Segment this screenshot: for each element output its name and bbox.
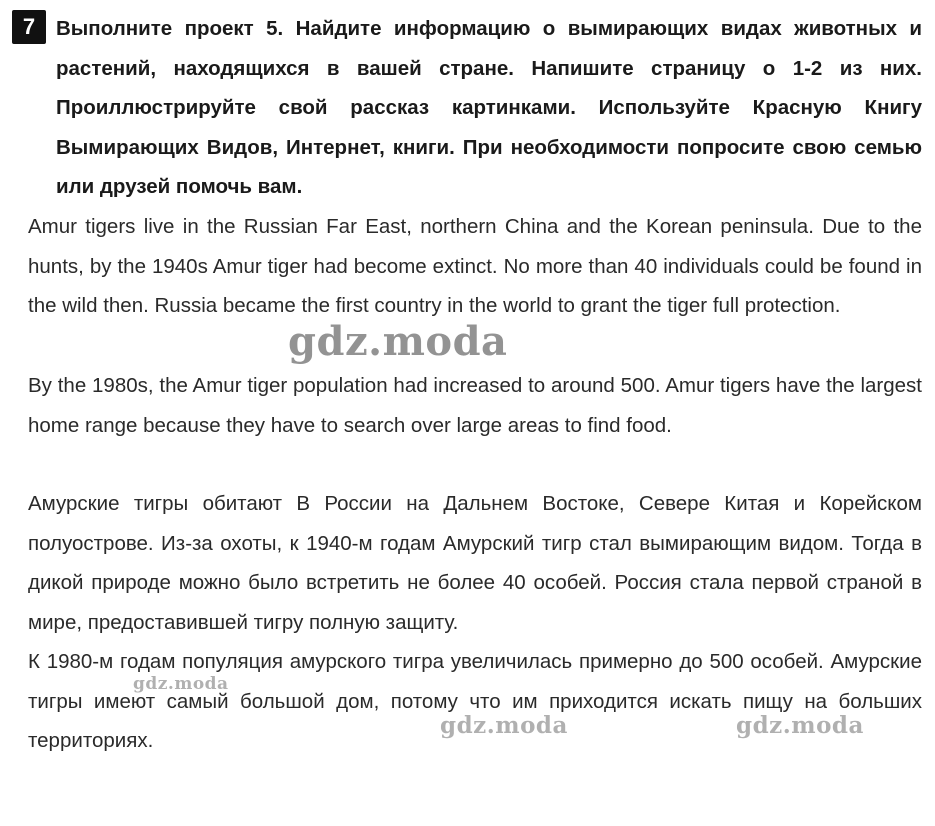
english-paragraph-1: Amur tigers live in the Russian Far East, northern China and the Korean peninsula. Due to the hunts, by the 1940s Amur tiger had become extinct. No more than 40 individuals could be found in the wild then. Russia became the first country in the world to grant the tiger full protection. <box>28 215 922 318</box>
watermark-logo: gdz.moda <box>736 712 864 739</box>
watermark-logo: gdz.moda <box>440 712 568 739</box>
task-number-badge: 7 <box>12 10 46 44</box>
watermark-logo: gdz.moda <box>288 318 508 365</box>
english-paragraph-2: By the 1980s, the Amur tiger population had increased to around 500. Amur tigers have the largest home range because they have to search over large areas to find food. <box>28 374 922 437</box>
watermark-logo: gdz.moda <box>133 674 229 694</box>
task-instruction: Выполните проект 5. Найдите информацию о вымирающих видах животных и растений, находящихся в вашей стране. Напишите страницу о 1-2 из них. Проиллюстрируйте свой рассказ картинками. Используйте Красную Книгу Вымирающих Видов, Интернет, книги. При необходимости попросите свою семью или друзей помочь вам. <box>56 17 922 199</box>
russian-paragraph-1: Амурские тигры обитают В России на Дальнем Востоке, Севере Китая и Корейском полуострове. Из-за охоты, к 1940-м годам Амурский тигр стал вымирающим видом. Тогда в дикой природе можно было встретить не более 40 особей. Россия стала первой страной в мире, предоставившей тигру полную защиту. <box>28 492 922 634</box>
russian-paragraph-2: К 1980-м годам популяция амурского тигра увеличилась примерно до 500 особей. Амурские тигры имеют самый большой дом, потому что им приходится искать пищу на больших территориях. <box>28 650 922 753</box>
